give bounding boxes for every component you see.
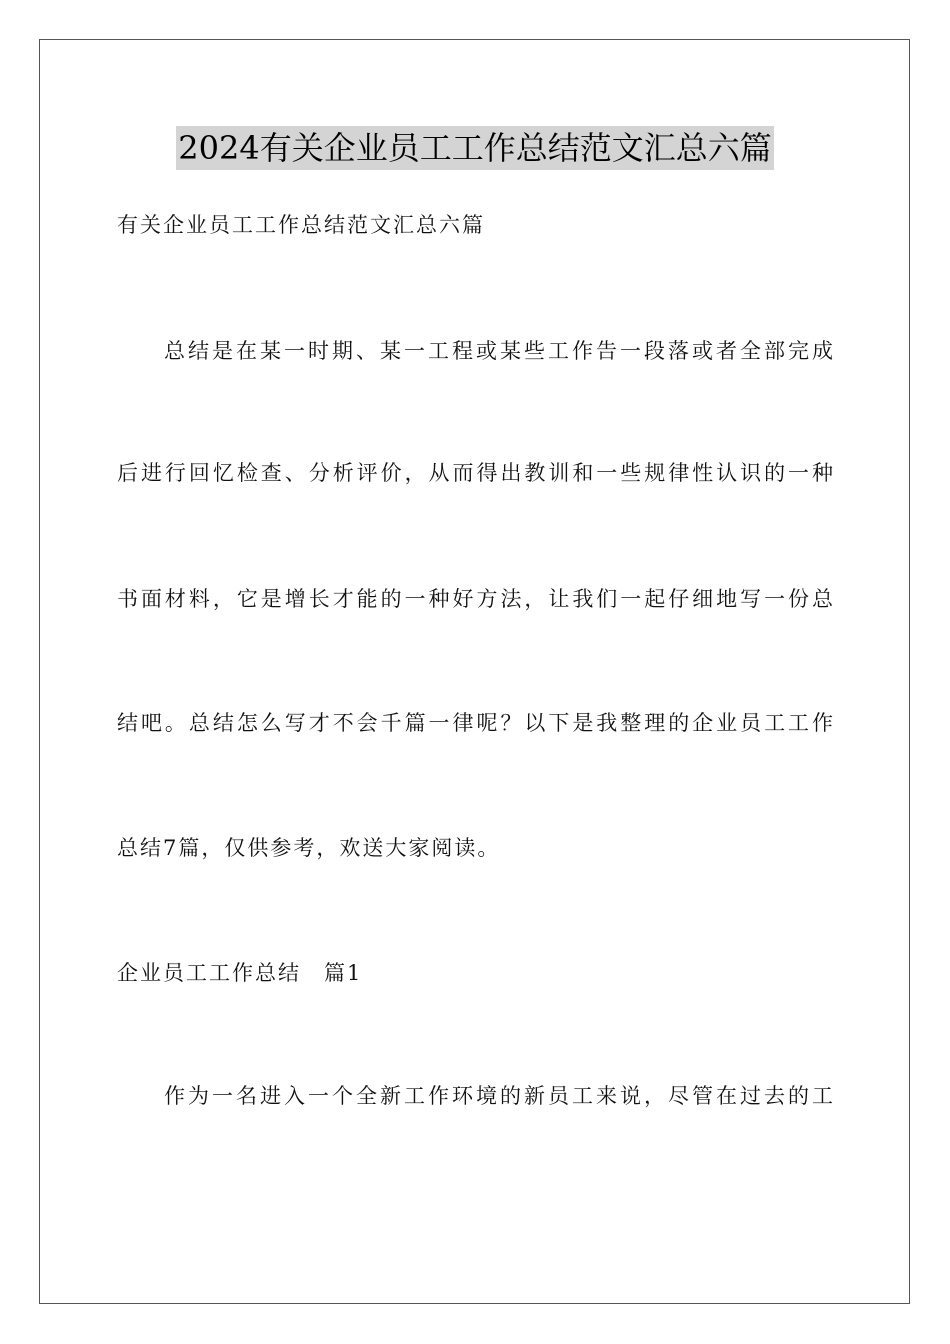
title-container [0, 126, 950, 170]
intro-line-3: 书面材料，它是增长才能的一种好方法，让我们一起仔细地写一份总 [117, 587, 833, 611]
intro-line-4: 结吧。总结怎么写才不会千篇一律呢？以下是我整理的企业员工工作 [117, 711, 833, 735]
intro-line-5: 总结7篇，仅供参考，欢送大家阅读。 [117, 836, 501, 860]
intro-line-2: 后进行回忆检查、分析评价，从而得出教训和一些规律性认识的一种 [117, 461, 833, 485]
intro-line-1: 总结是在某一时期、某一工程或某些工作告一段落或者全部完成 [164, 339, 833, 363]
document-title: 2024有关企业员工工作总结范文汇总六篇 [176, 126, 773, 170]
document-subtitle: 有关企业员工工作总结范文汇总六篇 [117, 213, 485, 237]
section-heading: 企业员工工作总结 篇1 [117, 961, 363, 985]
section-line-1: 作为一名进入一个全新工作环境的新员工来说，尽管在过去的工 [164, 1084, 833, 1108]
